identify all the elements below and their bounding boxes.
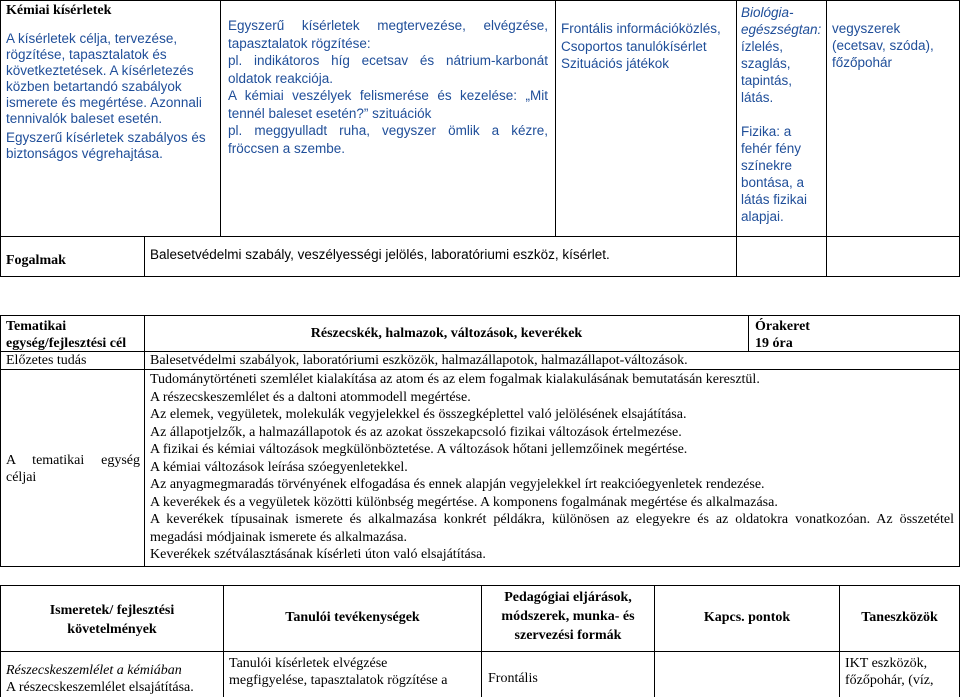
topic-column: [6, 3, 216, 162]
tematikai-label-line: egység/fejlesztési cél: [6, 336, 127, 351]
goal-item: A részecskeszemlélet és a daltoni atommodell megértése.: [150, 389, 471, 405]
elozetes-label: Előzetes tudás: [6, 353, 87, 368]
goal-item: A kémiai változások leírása szóegyenletekkel.: [150, 459, 408, 475]
header-kapcs-pontok: Kapcs. pontok: [703, 610, 791, 625]
row1-text: A részecskeszemlélet elsajátítása.: [6, 680, 194, 695]
activity-line: tapasztalatok rögzítése:: [228, 35, 371, 51]
method-line: Csoportos tanulókísérlet: [561, 38, 707, 54]
connection-line: ízlelés,: [741, 39, 784, 54]
row1-taneszkozok: [845, 655, 957, 689]
connection-line: alapjai.: [741, 209, 784, 224]
topic-line: ismerete és megértése. Azonnali: [6, 95, 202, 110]
connection-line: bontása, a: [741, 175, 805, 190]
goal-item: Tudománytörténeti szemlélet kialakítása az atom és az elem fogalmak kialakulásának bemutatásán keresztül.: [150, 372, 760, 387]
connection-line: Fizika: a: [741, 124, 792, 139]
methods-column: [561, 20, 733, 73]
row1-activity-line: Tanulói kísérletek elvégzése: [229, 656, 388, 671]
tools-column: [832, 20, 956, 71]
topic-line: rögzítése, tapasztalatok és: [6, 47, 167, 62]
goal-item: A fizikai és kémiai változások megkülönböztetése. A változások hőtani jellemzőinek megértése.: [150, 442, 688, 457]
header-line: Pedagógiai eljárások,: [504, 590, 632, 605]
hours-label: Órakeret: [755, 319, 810, 334]
activity-line: pl. meggyulladt ruha, vegyszer ömlik a kézre,: [228, 123, 548, 138]
connection-line: látás fizikai: [741, 192, 808, 207]
hours-box: [753, 318, 953, 352]
header-tanuloi-tevekenysegek: Tanulói tevékenységek: [285, 610, 420, 625]
topic-line: közben betartandó szabályok: [6, 79, 182, 94]
header-line: módszerek, munka- és: [501, 609, 635, 624]
header-ismeretek: [1, 601, 223, 639]
goal-item: Az elemek, vegyületek, molekulák vegyjelekkel és összegképlettel való jelölésének elsajátítása.: [150, 407, 687, 422]
activity-line: A kémiai veszélyek felismerése és kezelése: „Mit: [228, 88, 548, 103]
goal-item: A keverékek és a vegyületek közötti különbség megértése. A komponens fogalmának megértése és alkalmazása.: [150, 494, 778, 510]
tool-line: (ecetsav, szóda),: [832, 38, 934, 53]
activities-column: [228, 17, 548, 157]
topic-line: biztonságos végrehajtása.: [6, 146, 163, 161]
header-pedagogiai-eljarasok: [482, 588, 654, 645]
connection-line: fehér fény: [741, 141, 802, 156]
topic-line: A kísérletek célja, tervezése,: [6, 31, 178, 46]
row1-ismeretek: [6, 662, 221, 696]
goal-item: Az anyagmegmaradás törvényének elfogadása és ennek alapján vegyjelekkel írt reakcióegyenletek rendezése.: [150, 477, 765, 492]
activity-line: oldatok reakciója.: [228, 70, 334, 86]
connection-line: látás.: [741, 90, 774, 105]
unit-title: Részecskék, halmazok, változások, keverékek: [310, 326, 583, 341]
tool-line: vegyszerek: [832, 21, 901, 36]
goals-list: [150, 371, 954, 564]
goal-item: Az állapotjelzők, a halmazállapotok és az azokat összekapcsoló fizikai változások értelmezése.: [150, 424, 682, 440]
connection-line: szaglás,: [741, 56, 791, 71]
row1-tool-line: IKT eszközök,: [845, 656, 928, 671]
tematikai-label-line: Tematikai: [6, 319, 67, 334]
row1-tevekenysegek: [229, 655, 479, 689]
header-line: szervezési formák: [514, 628, 622, 643]
header-taneszkozok: Taneszközök: [861, 610, 938, 625]
header-line: Ismeretek/ fejlesztési: [49, 603, 175, 618]
goal-item: A keverékek típusainak ismerete és alkalmazása konkrét példákra, különösen az elegyekre és az oldatokra vonatkozóan. Az összetétel megadási módjainak ismerete és alkalmazása.: [150, 512, 954, 545]
elozetes-text: Balesetvédelmi szabályok, laboratóriumi eszközök, halmazállapotok, halmazállapot-változások.: [150, 353, 688, 368]
row1-method: Frontális: [488, 671, 538, 686]
connection-heading: Biológia-: [741, 5, 794, 20]
topic-description: [6, 31, 216, 162]
activity-line: fröccsen a szembe.: [228, 140, 346, 156]
row1-activity-line: megfigyelése, tapasztalatok rögzítése a: [229, 673, 448, 688]
celjai-label-line: céljai: [6, 470, 37, 485]
activity-line: pl. indikátoros híg ecetsav és nátrium-karbonát: [228, 53, 548, 68]
connections-column: [741, 4, 823, 225]
method-line: Szituációs játékok: [561, 56, 670, 71]
activity-line: Egyszerű kísérletek megtervezése, elvégzése,: [228, 18, 548, 33]
hours-value: 19 óra: [755, 336, 793, 351]
connection-line: tapintás,: [741, 73, 793, 88]
header-line: követelmények: [67, 622, 157, 637]
tool-line: főzőpohár: [832, 55, 893, 70]
topic-title: Kémiai kísérletek: [6, 3, 112, 18]
fogalmak-label: Fogalmak: [6, 253, 66, 268]
topic-line: Egyszerű kísérletek szabályos és: [6, 130, 206, 145]
connection-line: színekre: [741, 158, 793, 173]
row1-title: Részecskeszemlélet a kémiában: [6, 663, 182, 678]
topic-line: tennivalók baleset esetén.: [6, 111, 163, 126]
method-line: Frontális információközlés,: [561, 21, 721, 36]
celjai-label-line: A tematikai egység: [6, 453, 140, 468]
goal-item: Keverékek szétválasztásának kísérleti úton való elsajátítása.: [150, 547, 486, 562]
row1-tool-line: főzőpohár, (víz,: [845, 673, 934, 688]
fogalmak-text: Balesetvédelmi szabály, veszélyességi jelölés, laboratóriumi eszköz, kísérlet.: [150, 247, 610, 262]
topic-line: következtetések. A kísérletezés: [6, 63, 194, 78]
tematikai-label: [6, 318, 126, 352]
celjai-label: [6, 452, 140, 486]
connection-heading: egészségtan:: [741, 22, 822, 37]
activity-line: tennél baleset esetén?” szituációk: [228, 105, 432, 121]
